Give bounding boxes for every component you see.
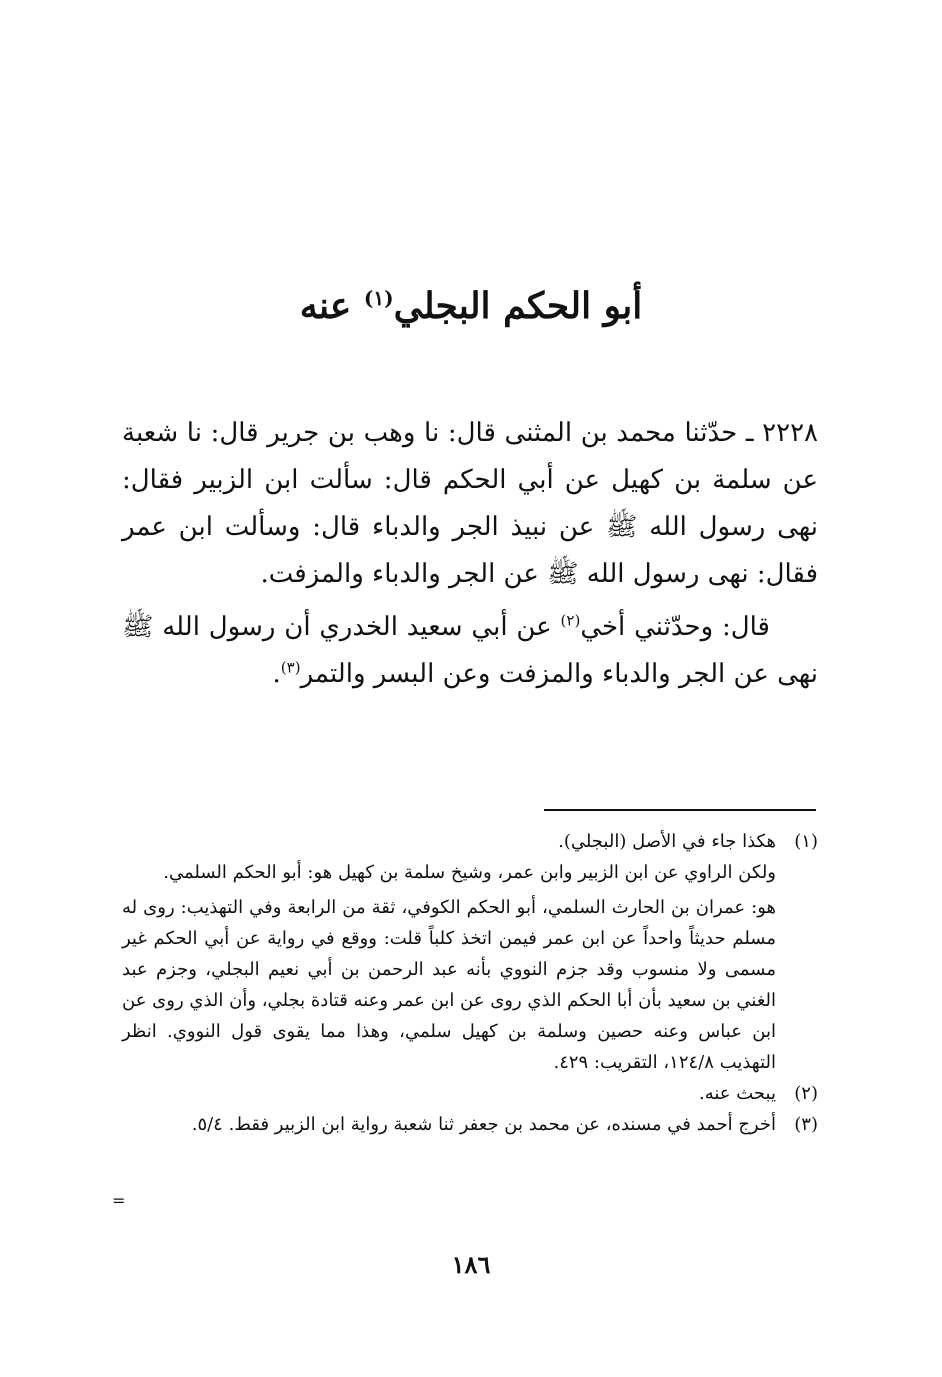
hadith-body [122,410,818,698]
continuation-mark: = [112,1191,126,1210]
footnote-3-number: (٣) [794,1114,818,1135]
chapter-title-text: أبو الحكم البجلي [393,285,643,327]
footnote-ref-3: (٣) [280,658,301,677]
page-number: ١٨٦ [451,1250,491,1279]
footnote-2-text: يبحث عنه. [698,1083,776,1104]
footnote-1-line-2: ولكن الراوي عن ابن الزبير وابن عمر، وشيخ سلمة بن كهيل هو: أبو الحكم السلمي. [163,862,776,883]
title-footnote-ref: (١) [363,286,394,310]
footnotes-section [122,826,818,1140]
footnote-1-line-1: هكذا جاء في الأصل (البجلي). [558,831,776,852]
footnote-divider [544,809,816,811]
footnote-1 [122,826,818,1078]
hadith-text-2a: قال: وحدّثني أخي [580,612,770,642]
chapter-title-suffix: عنه [299,285,364,327]
footnote-2 [122,1078,818,1109]
hadith-paragraph-2 [122,604,818,698]
hadith-number: ٢٢٢٨ [762,418,819,448]
hadith-text-1: ـ حدّثنا محمد بن المثنى قال: نا وهب بن جرير قال: نا شعبة عن سلمة بن كهيل عن أبي الحكم قال: سألت ابن الزبير فقال: نهى رسول الله ﷺ عن نبيذ الجر والدباء قال: وسألت ابن عمر فقال: نهى رسول الله ﷺ عن الجر والدباء والمزفت. [122,418,818,589]
chapter-title [0,282,942,330]
hadith-paragraph-1 [122,410,818,598]
hadith-text-2-end: . [272,659,281,689]
footnote-1-line-3: هو: عمران بن الحارث السلمي، أبو الحكم الكوفي، ثقة من الرابعة وفي التهذيب: روى له مسلم حديثاً واحداً عن ابن عمر فيمن اتخذ كلباً قلت: ووقع في رواية عن أبي الحكم غير مسمى ولا منسوب وقد جزم النووي بأنه عبد الرحمن بن أبي نعيم البجلي، وجزم عبد الغني بن سعيد بأن أبا الحكم الذي روى عن ابن عمر وعنه قتادة بجلي، وأن الذي روى عن ابن عباس وعنه حصين وسلمة بن كهيل سلمي، وهذا مما يقوى قول النووي. انظر التهذيب ١٢٤/٨، التقريب: ٤٢٩. [122,897,776,1073]
footnote-1-number: (١) [794,831,818,852]
footnote-3 [122,1109,818,1140]
footnote-ref-2: (٢) [560,611,581,630]
footnote-3-text: أخرج أحمد في مسنده، عن محمد بن جعفر ثنا شعبة رواية ابن الزبير فقط. ٥/٤. [191,1114,776,1135]
footnote-2-number: (٢) [794,1083,818,1104]
hadith-text-2b: عن أبي سعيد الخدري أن رسول الله ﷺ نهى عن الجر والدباء والمزفت وعن البسر والتمر [122,612,818,689]
